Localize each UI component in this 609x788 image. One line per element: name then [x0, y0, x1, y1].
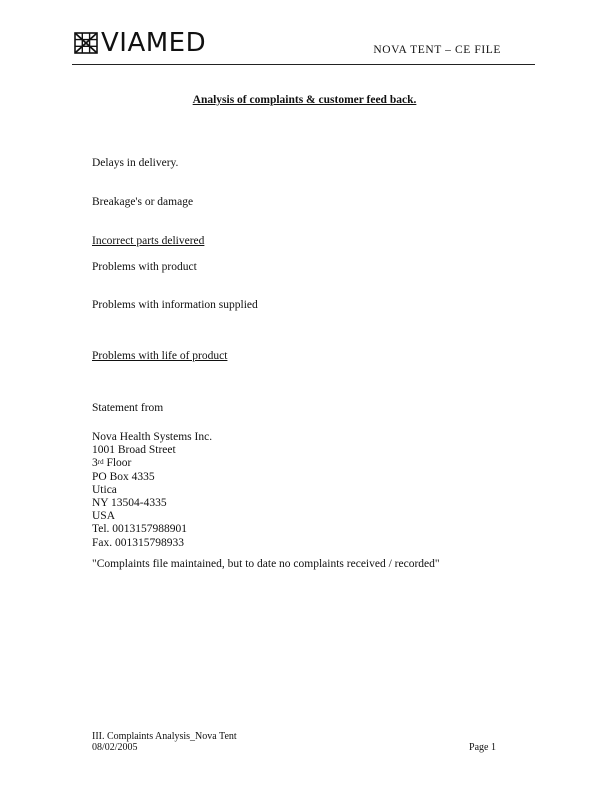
- item-life-problems: Problems with life of product: [92, 350, 228, 362]
- header-divider: [72, 64, 535, 65]
- address-state-zip: NY 13504-4335: [92, 497, 167, 510]
- item-incorrect-parts: Incorrect parts delivered: [92, 235, 205, 247]
- logo-text: VIAMED: [101, 28, 207, 58]
- address-floor: 3rd Floor: [92, 457, 132, 470]
- document-id: NOVA TENT – CE FILE: [373, 44, 501, 56]
- viamed-grid-mark-icon: [74, 31, 98, 55]
- footer-filename: III. Complaints Analysis_Nova Tent: [92, 731, 237, 742]
- company-name: Nova Health Systems Inc.: [92, 431, 213, 443]
- address-street: 1001 Broad Street: [92, 444, 176, 457]
- item-information-problems: Problems with information supplied: [92, 299, 258, 311]
- telephone: Tel. 0013157988901: [92, 523, 188, 536]
- statement-quote: "Complaints file maintained, but to date no complaints received / recorded": [92, 558, 440, 570]
- item-breakages: Breakage's or damage: [92, 196, 194, 208]
- item-product-problems: Problems with product: [92, 261, 197, 273]
- statement-label: Statement from: [92, 402, 164, 414]
- address-country: USA: [92, 510, 116, 523]
- address-block: [92, 431, 212, 550]
- footer-page-number: Page 1: [469, 742, 496, 753]
- page-title: Analysis of complaints & customer feed back.: [192, 94, 417, 106]
- address-pobox: PO Box 4335: [92, 470, 155, 483]
- item-delays: Delays in delivery.: [92, 157, 179, 169]
- fax: Fax. 001315798933: [92, 536, 184, 549]
- footer-date: 08/02/2005: [92, 742, 138, 753]
- address-city: Utica: [92, 483, 117, 496]
- company-logo: [74, 30, 206, 56]
